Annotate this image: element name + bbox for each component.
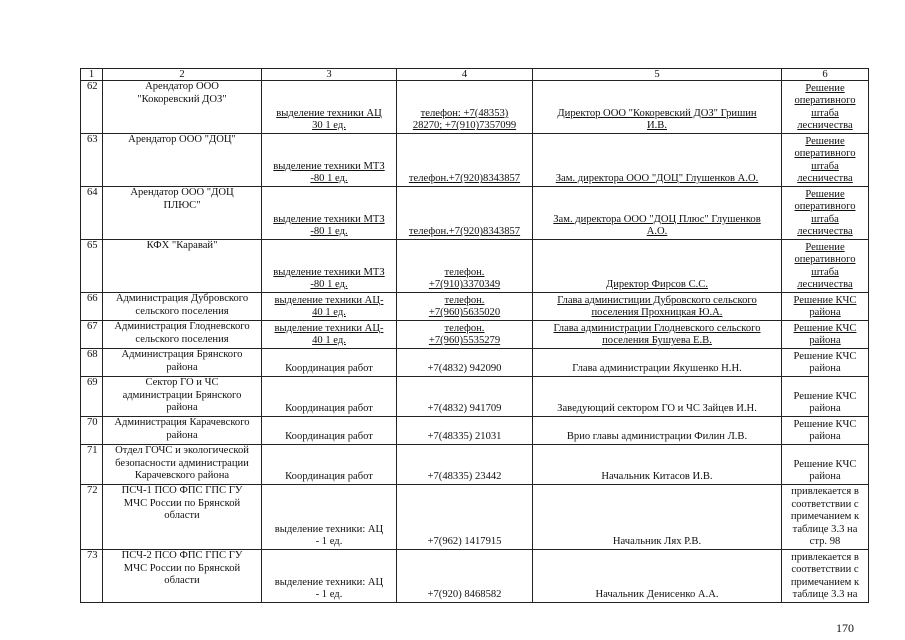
basis-cell: привлекается в соответствии с примечанием к таблице 3.3 на: [782, 550, 869, 603]
responsible-person: Глава администиции Дубровского сельского поселения Прохницкая Ю.А.: [533, 293, 782, 321]
responsible-person: Зам. директора ООО "ДОЦ Плюс" Глушенков А.О.: [533, 187, 782, 240]
responsible-person: Директор Фирсов С.С.: [533, 240, 782, 293]
resources-cell: выделение техники АЦ- 40 1 ед.: [262, 293, 397, 321]
contact-cell: +7(48335) 21031: [397, 417, 533, 445]
table-row: [81, 240, 869, 293]
responsible-person: Директор ООО "Кокоревский ДОЗ" Гришин И.В.: [533, 81, 782, 134]
table-row: [81, 417, 869, 445]
resources-cell: выделение техники МТЗ -80 1 ед.: [262, 240, 397, 293]
resources-table: [80, 68, 869, 603]
organization-name: Администрация Дубровского сельского поселения: [103, 293, 262, 321]
resources-cell: Координация работ: [262, 349, 397, 377]
row-number: 65: [81, 240, 103, 293]
table-row: [81, 81, 869, 134]
organization-name: Администрация Глодневского сельского поселения: [103, 321, 262, 349]
responsible-person: Начальник Денисенко А.А.: [533, 550, 782, 603]
basis-cell: Решение оперативного штаба лесничества: [782, 81, 869, 134]
contact-cell: телефон. +7(960)5535279: [397, 321, 533, 349]
responsible-person: Начальник Лях Р.В.: [533, 485, 782, 550]
contact-cell: телефон.+7(920)8343857: [397, 187, 533, 240]
row-number: 68: [81, 349, 103, 377]
row-number: 64: [81, 187, 103, 240]
basis-cell: Решение оперативного штаба лесничества: [782, 134, 869, 187]
table-row: [81, 445, 869, 485]
table-row: [81, 321, 869, 349]
basis-cell: Решение КЧС района: [782, 321, 869, 349]
table-row: [81, 134, 869, 187]
row-number: 70: [81, 417, 103, 445]
contact-cell: телефон. +7(910)3370349: [397, 240, 533, 293]
organization-name: КФХ "Каравай": [103, 240, 262, 293]
resources-cell: выделение техники: АЦ - 1 ед.: [262, 485, 397, 550]
basis-cell: Решение КЧС района: [782, 417, 869, 445]
row-number: 71: [81, 445, 103, 485]
resources-table-body: [81, 69, 869, 603]
organization-name: Арендатор ООО "ДОЦ ПЛЮС": [103, 187, 262, 240]
contact-cell: +7(48335) 23442: [397, 445, 533, 485]
header-row: [81, 69, 869, 81]
resources-cell: Координация работ: [262, 377, 397, 417]
organization-name: Арендатор ООО "ДОЦ": [103, 134, 262, 187]
table-row: [81, 485, 869, 550]
contact-cell: +7(920) 8468582: [397, 550, 533, 603]
table-row: [81, 293, 869, 321]
basis-cell: Решение оперативного штаба лесничества: [782, 240, 869, 293]
header-cell: 3: [262, 69, 397, 81]
organization-name: Арендатор ООО "Кокоревский ДОЗ": [103, 81, 262, 134]
row-number: 69: [81, 377, 103, 417]
basis-cell: Решение КЧС района: [782, 445, 869, 485]
resources-cell: Координация работ: [262, 417, 397, 445]
responsible-person: Врио главы администрации Филин Л.В.: [533, 417, 782, 445]
contact-cell: +7(962) 1417915: [397, 485, 533, 550]
resources-cell: выделение техники АЦ- 40 1 ед.: [262, 321, 397, 349]
organization-name: Отдел ГОЧС и экологической безопасности администрации Карачевского района: [103, 445, 262, 485]
organization-name: Администрация Карачевского района: [103, 417, 262, 445]
row-number: 63: [81, 134, 103, 187]
header-cell: 4: [397, 69, 533, 81]
table-row: [81, 550, 869, 603]
header-cell: 5: [533, 69, 782, 81]
contact-cell: телефон.+7(920)8343857: [397, 134, 533, 187]
basis-cell: привлекается в соответствии с примечанием к таблице 3.3 на стр. 98: [782, 485, 869, 550]
responsible-person: Зам. директора ООО "ДОЦ" Глушенков А.О.: [533, 134, 782, 187]
contact-cell: +7(4832) 942090: [397, 349, 533, 377]
responsible-person: Глава администрации Якушенко Н.Н.: [533, 349, 782, 377]
header-cell: 1: [81, 69, 103, 81]
resources-cell: Координация работ: [262, 445, 397, 485]
header-cell: 6: [782, 69, 869, 81]
table-row: [81, 187, 869, 240]
table-row: [81, 349, 869, 377]
row-number: 62: [81, 81, 103, 134]
organization-name: ПСЧ-1 ПСО ФПС ГПС ГУ МЧС России по Брянской области: [103, 485, 262, 550]
row-number: 73: [81, 550, 103, 603]
basis-cell: Решение КЧС района: [782, 349, 869, 377]
resources-cell: выделение техники МТЗ -80 1 ед.: [262, 187, 397, 240]
contact-cell: телефон: +7(48353) 28270; +7(910)7357099: [397, 81, 533, 134]
row-number: 72: [81, 485, 103, 550]
resources-cell: выделение техники: АЦ - 1 ед.: [262, 550, 397, 603]
row-number: 67: [81, 321, 103, 349]
organization-name: Администрация Брянского района: [103, 349, 262, 377]
responsible-person: Заведующий сектором ГО и ЧС Зайцев И.Н.: [533, 377, 782, 417]
table-row: [81, 377, 869, 417]
basis-cell: Решение КЧС района: [782, 377, 869, 417]
contact-cell: +7(4832) 941709: [397, 377, 533, 417]
organization-name: ПСЧ-2 ПСО ФПС ГПС ГУ МЧС России по Брянской области: [103, 550, 262, 603]
header-cell: 2: [103, 69, 262, 81]
organization-name: Сектор ГО и ЧС администрации Брянского района: [103, 377, 262, 417]
resources-cell: выделение техники АЦ 30 1 ед.: [262, 81, 397, 134]
basis-cell: Решение оперативного штаба лесничества: [782, 187, 869, 240]
resources-cell: выделение техники МТЗ -80 1 ед.: [262, 134, 397, 187]
contact-cell: телефон. +7(960)5635020: [397, 293, 533, 321]
responsible-person: Начальник Китасов И.В.: [533, 445, 782, 485]
page-number: 170: [836, 621, 854, 635]
basis-cell: Решение КЧС района: [782, 293, 869, 321]
responsible-person: Глава администрации Глодневского сельского поселения Бушуева Е.В.: [533, 321, 782, 349]
row-number: 66: [81, 293, 103, 321]
